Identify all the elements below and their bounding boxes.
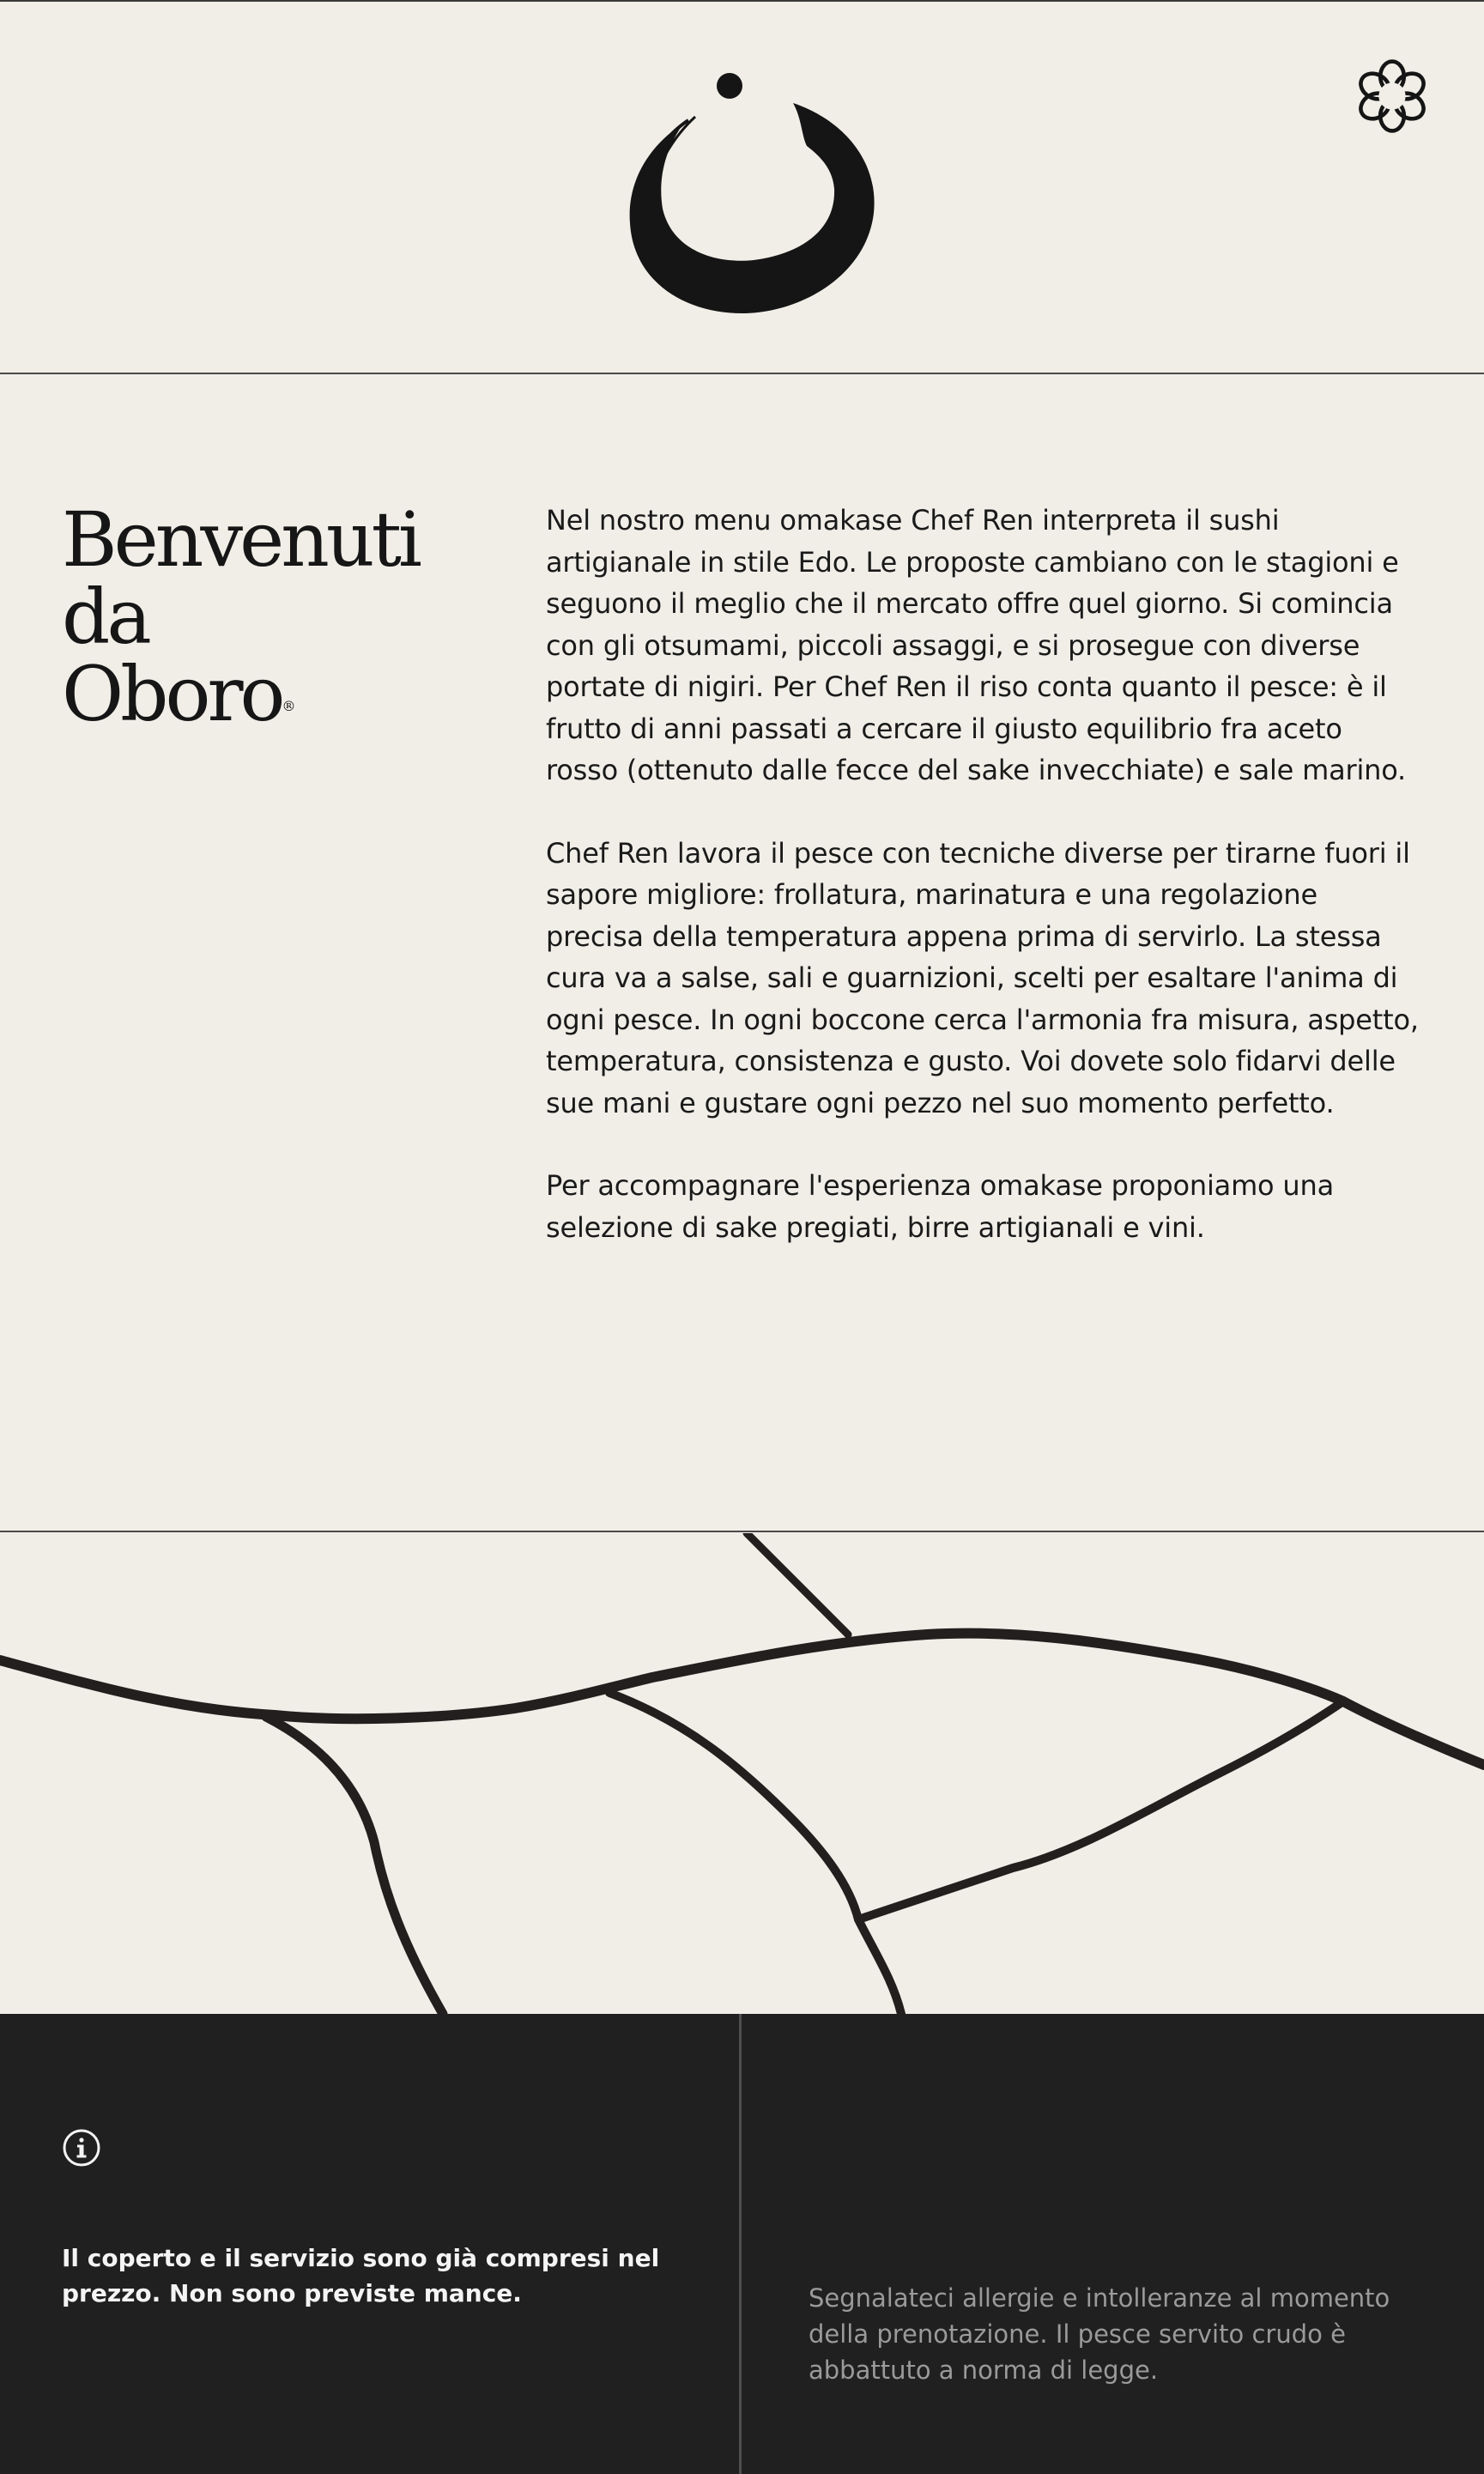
section-divider	[0, 1531, 1484, 1532]
allergy-note: Segnalateci allergie e intolleranze al momento della prenotazione. Il pesce servito crudo è abbattuto a norma di legge.	[809, 2283, 1390, 2385]
title-line-1: Benvenuti da	[62, 495, 420, 661]
page-header	[0, 2, 1484, 373]
intro-paragraph-1: Nel nostro menu omakase Chef Ren interpreta il sushi artigianale in stile Edo. Le proposte cambiano con le stagioni e seguono il meglio che il mercato offre quel giorno. Si comincia con gli otsumami, piccoli assaggi, e si prosegue con diverse portate di nigiri. Per Chef Ren il riso conta quanto il pesce: è il frutto di anni passati a cercare il giusto equilibrio fra aceto rosso (ottenuto dalle fecce del sake invecchiate) e sale marino.	[546, 504, 1407, 786]
intro-text	[546, 500, 1421, 1289]
ink-circle-logo-icon[interactable]	[625, 67, 882, 316]
page-title	[62, 495, 508, 738]
registered-mark: ®	[282, 698, 296, 714]
footer-divider	[739, 2014, 742, 2474]
service-note: Il coperto e il servizio sono già compresi nel prezzo. Non sono previste mance.	[62, 2244, 660, 2307]
title-line-2: Oboro	[62, 650, 282, 738]
info-icon	[62, 2128, 101, 2168]
page-footer	[0, 2014, 1484, 2474]
header-divider	[0, 373, 1484, 374]
kintsugi-illustration	[0, 1533, 1484, 2014]
intro-paragraph-3: Per accompagnare l'esperienza omakase proponiamo una selezione di sake pregiati, birre artigianali e vini.	[546, 1169, 1334, 1244]
intro-paragraph-2: Chef Ren lavora il pesce con tecniche diverse per tirarne fuori il sapore migliore: frollatura, marinatura e una regolazione precisa della temperatura appena prima di servirlo. La stessa cura va a salse, sali e guarnizioni, scelti per esaltare l'anima di ogni pesce. In ogni boccone cerca l'armonia fra misura, aspetto, temperatura, consistenza e gusto. Voi dovete solo fidarvi delle sue mani e gustare ogni pezzo nel suo momento perfetto.	[546, 836, 1419, 1119]
michelin-flower-icon	[1353, 57, 1432, 136]
